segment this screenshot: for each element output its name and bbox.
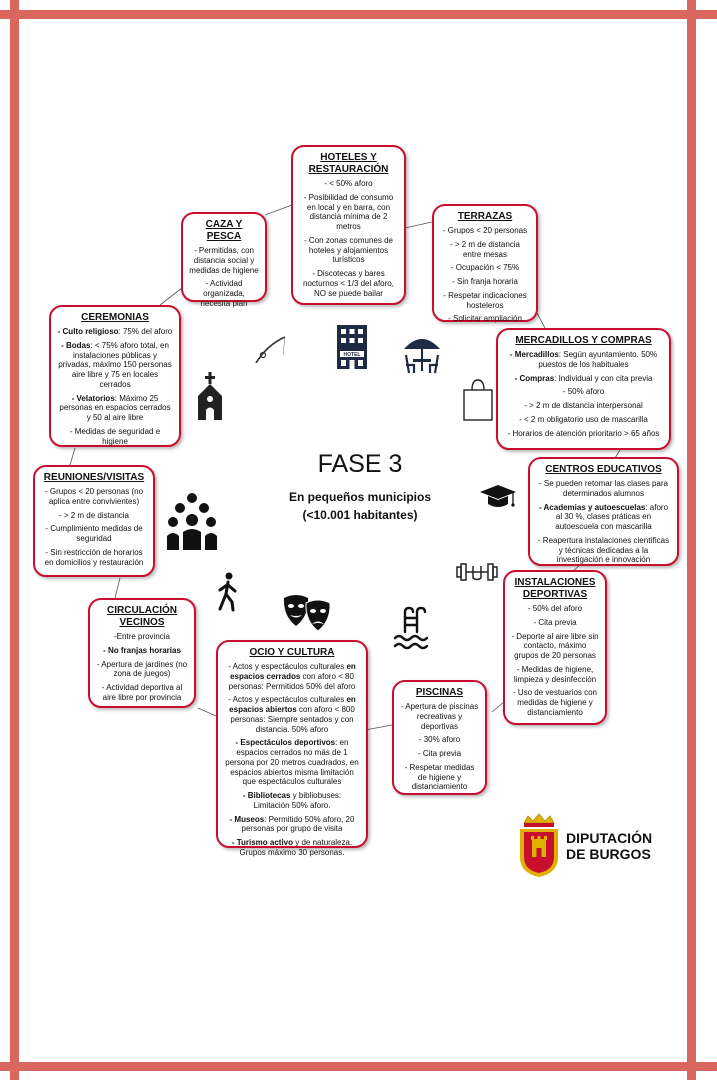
card-caza-pesca xyxy=(181,212,267,308)
list-item xyxy=(57,327,173,337)
list-item xyxy=(224,738,360,787)
item-label: - No franjas horarias xyxy=(103,645,181,655)
item-label: - Bodas xyxy=(61,340,91,350)
item-label: en espacios abiertos xyxy=(229,695,356,714)
item-label: - Turismo activo xyxy=(231,838,294,847)
item-text: : Máximo 25 personas en espacios cerrados y 50 al aire libre xyxy=(59,393,171,422)
list-item xyxy=(224,838,360,858)
list-item: - Grupos < 20 personas (no aplica entre convivientes) xyxy=(44,487,144,506)
list-item: - Deporte al aire libre sin contacto, máximo grupos de 20 personas xyxy=(511,631,599,660)
logo-line: DIPUTACIÓN xyxy=(566,830,653,846)
item-text: y de naturaleza. Grupos máximo 30 personas. xyxy=(239,838,353,857)
list-item: - Sin restricción de horarios en domicilios y restauración xyxy=(44,547,144,567)
list-item: -Entre provincia xyxy=(113,632,171,641)
card-terrazas xyxy=(432,204,538,322)
list-item: - Permitidas, con distancia social y medidas de higiene xyxy=(189,246,259,275)
shopping-bag-icon xyxy=(461,378,495,422)
card-reuniones-visitas xyxy=(33,465,155,577)
subtitle-line: (<10.001 habitantes) xyxy=(302,508,418,522)
page-title: FASE 3 xyxy=(317,450,403,478)
list-item: - Apertura de piscinas recreativas y deportivas xyxy=(400,702,479,731)
pool-icon xyxy=(393,606,429,650)
list-item: - < 2 m obligatorio uso de mascarilla xyxy=(519,414,648,424)
list-item xyxy=(57,341,173,390)
list-item: - > 2 m de distancia interpersonal xyxy=(524,401,643,410)
list-item xyxy=(224,695,360,734)
list-item: - Se pueden retomar las clases para determinados alumnos xyxy=(539,479,668,498)
item-text: : 75% del aforo xyxy=(118,327,173,336)
subtitle-line: En pequeños municipios xyxy=(288,490,431,504)
card-title: PISCINAS xyxy=(415,687,464,698)
card-mercadillos-compras xyxy=(496,328,671,450)
list-item: - Uso de vestuarios con medidas de higiene y distanciamiento xyxy=(512,688,598,717)
card-title: MERCADILLOS Y COMPRAS xyxy=(515,335,652,346)
item-text: : Permitido 50% aforo, 20 personas por grupo de visita xyxy=(241,814,355,834)
item-label: - Compras xyxy=(514,373,555,383)
church-icon xyxy=(193,372,227,422)
item-label: - Espectáculos deportivos xyxy=(235,738,336,748)
list-item xyxy=(57,394,173,423)
item-text: con aforo < 80 personas: Permitidos 50% del aforo xyxy=(228,671,356,691)
list-item xyxy=(504,350,663,370)
list-item: - 30% aforo xyxy=(418,735,461,745)
card-title: CIRCULACIÓN VECINOS xyxy=(107,605,177,628)
crowd-icon xyxy=(166,492,218,552)
item-text: : aforo al 30 %, clases práticas en autoescuela con mascarilla xyxy=(555,502,669,531)
item-text: : Individual y con cita previa xyxy=(554,373,653,383)
hotel-icon xyxy=(334,323,370,371)
list-item: - Cita previa xyxy=(533,617,577,627)
item-text: con aforo < 800 personas: Siempre sentados y con distancia. 50% aforo xyxy=(230,705,355,734)
list-item: - Discotecas y bares nocturnos < 1/3 del aforo, NO se puede bailar xyxy=(303,269,394,298)
item-label: - Bibliotecas xyxy=(242,791,291,800)
card-ceremonias xyxy=(49,305,181,447)
list-item xyxy=(504,374,663,384)
fishing-rod-icon xyxy=(253,335,287,365)
list-item: - Solicitar ampliación xyxy=(448,314,522,324)
item-text: y bibliobuses: Limitación 50% aforo. xyxy=(253,791,342,810)
item-text: : Según ayuntamiento. 50% puestos de los habituales xyxy=(538,350,658,369)
list-item: - > 2 m de distancia xyxy=(58,510,130,520)
item-text: - Actos y espectáculos culturales xyxy=(228,695,347,705)
list-item: - Horarios de atención prioritario > 65 años xyxy=(507,428,660,438)
list-item: - Ocupación < 75% xyxy=(450,263,520,273)
item-label: - Culto religioso xyxy=(57,327,119,336)
diputacion-logo xyxy=(566,831,652,862)
list-item: - Posibilidad de consumo en local y en barra, con distancia mínima de 2 metros xyxy=(303,192,394,231)
hotel-sign-text: HOTEL xyxy=(343,352,361,358)
card-title: TERRAZAS xyxy=(457,211,513,222)
card-ocio-cultura xyxy=(216,640,368,857)
item-label: en espacios cerrados xyxy=(230,662,356,681)
card-circulacion-vecinos xyxy=(88,598,196,708)
walking-person-icon xyxy=(214,572,242,612)
list-item: - 50% aforo xyxy=(562,387,605,397)
card-title: CENTROS EDUCATIVOS xyxy=(545,464,662,475)
card-title: CEREMONIAS xyxy=(81,312,149,323)
card-hoteles-restauracion xyxy=(291,145,406,305)
card-centros-educativos xyxy=(528,457,679,566)
page-subtitle xyxy=(260,488,460,524)
list-item xyxy=(224,662,360,691)
item-text: : < 75% aforo total, en instalaciones públicas y privadas, máximo 150 personas aire libre y 75 en locales cerrados xyxy=(58,340,172,389)
item-text: : en espacios cerrados no más de 1 persona por 20 metros cuadrados, en espacios abiertos misma limitación que espectáculos culturales xyxy=(225,738,359,787)
card-title: HOTELES Y RESTAURACIÓN xyxy=(308,152,389,175)
list-item: - Respetar medidas de higiene y distanciamiento xyxy=(404,762,475,792)
terrace-table-icon xyxy=(402,333,442,377)
list-item: - < 50% aforo xyxy=(324,179,373,188)
list-item: - Cita previa xyxy=(417,749,462,758)
item-text: - Actos y espectáculos culturales xyxy=(228,662,347,671)
list-item: - Medidas de higiene, limpieza y desinfección xyxy=(513,664,597,684)
card-title: CAZA Y PESCA xyxy=(205,219,243,242)
card-piscinas xyxy=(392,680,487,795)
list-item: - Actividad organizada, necesita plan xyxy=(200,279,248,308)
list-item: - Sin franja horaria xyxy=(452,277,518,286)
item-label: - Academias y autoescuelas xyxy=(538,502,646,512)
list-item: - Apertura de jardines (no zona de juegos) xyxy=(96,659,188,679)
list-item: - Reapertura instalaciones científicas y técnicas dedicadas a la investigación e innovación xyxy=(537,535,670,565)
list-item xyxy=(96,646,188,656)
dumbbell-icon xyxy=(455,560,499,584)
item-label: - Velatorios xyxy=(71,393,115,403)
list-item: - > 2 m de distancia entre mesas xyxy=(449,239,521,259)
item-label: - Mercadillos xyxy=(509,350,559,359)
card-title: INSTALACIONES DEPORTIVAS xyxy=(514,577,596,600)
list-item: - 50% del aforo xyxy=(527,604,583,613)
theater-masks-icon xyxy=(282,594,332,634)
graduation-cap-icon xyxy=(478,483,518,511)
card-title: REUNIONES/VISITAS xyxy=(43,472,145,483)
list-item xyxy=(224,791,360,811)
list-item xyxy=(536,503,671,532)
list-item: - Cumplimiento medidas de seguridad xyxy=(45,524,143,543)
list-item: - Con zonas comunes de hoteles y alojamientos turísticos xyxy=(304,235,393,265)
list-item: - Actividad deportiva al aire libre por provincia xyxy=(101,683,183,702)
logo-line: DE BURGOS xyxy=(566,845,651,862)
list-item: - Medidas de seguridad e higiene xyxy=(69,426,161,446)
item-label: - Museos xyxy=(229,814,265,824)
list-item: - Grupos < 20 personas xyxy=(442,226,528,235)
list-item xyxy=(224,815,360,835)
card-instalaciones-deportivas xyxy=(503,570,607,725)
coat-of-arms-icon xyxy=(516,813,562,879)
list-item: - Respetar indicaciones hosteleros xyxy=(443,290,527,310)
card-title: OCIO Y CULTURA xyxy=(249,647,335,658)
